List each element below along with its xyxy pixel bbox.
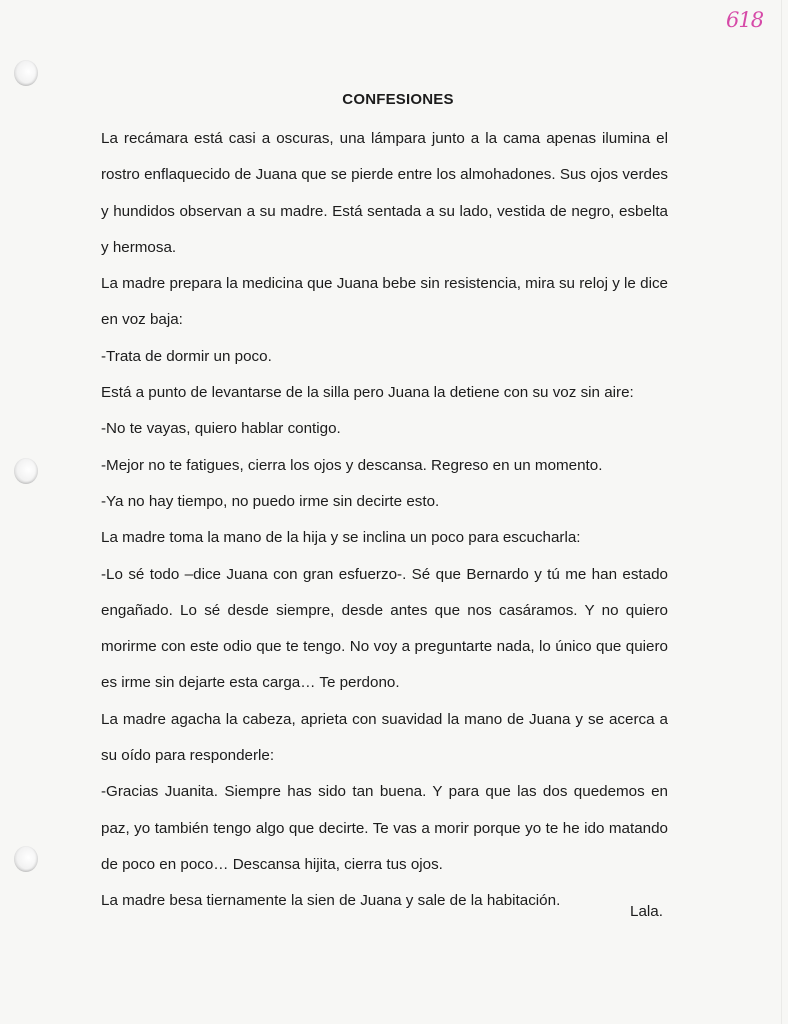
paragraph: La madre prepara la medicina que Juana bebe sin resistencia, mira su reloj y le dice en voz baja: <box>101 275 668 329</box>
paragraph: La recámara está casi a oscuras, una lámpara junto a la cama apenas ilumina el rostro enflaquecido de Juana que se pierde entre los almohadones. Sus ojos verdes y hundidos observan a su madre. Está sentada a su lado, vestida de negro, esbelta y hermosa. <box>101 130 668 256</box>
paragraph: -Mejor no te fatigues, cierra los ojos y descansa. Regreso en un momento. <box>101 456 603 474</box>
paragraph: La madre agacha la cabeza, aprieta con suavidad la mano de Juana y se acerca a su oído para responderle: <box>101 710 668 765</box>
paragraph: -Ya no hay tiempo, no puedo irme sin decirte esto. <box>101 492 440 510</box>
paragraph: Está a punto de levantarse de la silla pero Juana la detiene con su voz sin aire: <box>101 384 634 402</box>
paragraph: -Lo sé todo –dice Juana con gran esfuerzo-. Sé que Bernardo y tú me han estado engañado. Lo sé desde siempre, desde antes que nos casáramos. Y no quiero morirme con este odio que te tengo. No voy a preguntarte nada, lo único que quiero es irme sin dejarte esta carga… Te perdono. <box>101 565 668 692</box>
paragraph: La madre toma la mano de la hija y se inclina un poco para escucharla: <box>101 529 581 547</box>
document-title: CONFESIONES <box>342 91 454 108</box>
paragraph: La madre besa tiernamente la sien de Juana y sale de la habitación. <box>101 892 561 910</box>
author-signature: Lala. <box>630 903 663 920</box>
punch-hole-bottom <box>14 846 38 872</box>
paragraph: -Gracias Juanita. Siempre has sido tan buena. Y para que las dos quedemos en paz, yo también tengo algo que decirte. Te vas a morir porque yo te he ido matando de poco en poco… Descansa hijita, cierra tus ojos. <box>101 783 668 873</box>
document-body <box>101 121 668 920</box>
paragraph: -Trata de dormir un poco. <box>101 347 272 365</box>
page-edge <box>781 0 782 1024</box>
punch-hole-top <box>14 60 38 86</box>
paragraph: -No te vayas, quiero hablar contigo. <box>101 420 341 438</box>
punch-hole-middle <box>14 458 38 484</box>
handwritten-page-number: 618 <box>726 8 764 32</box>
